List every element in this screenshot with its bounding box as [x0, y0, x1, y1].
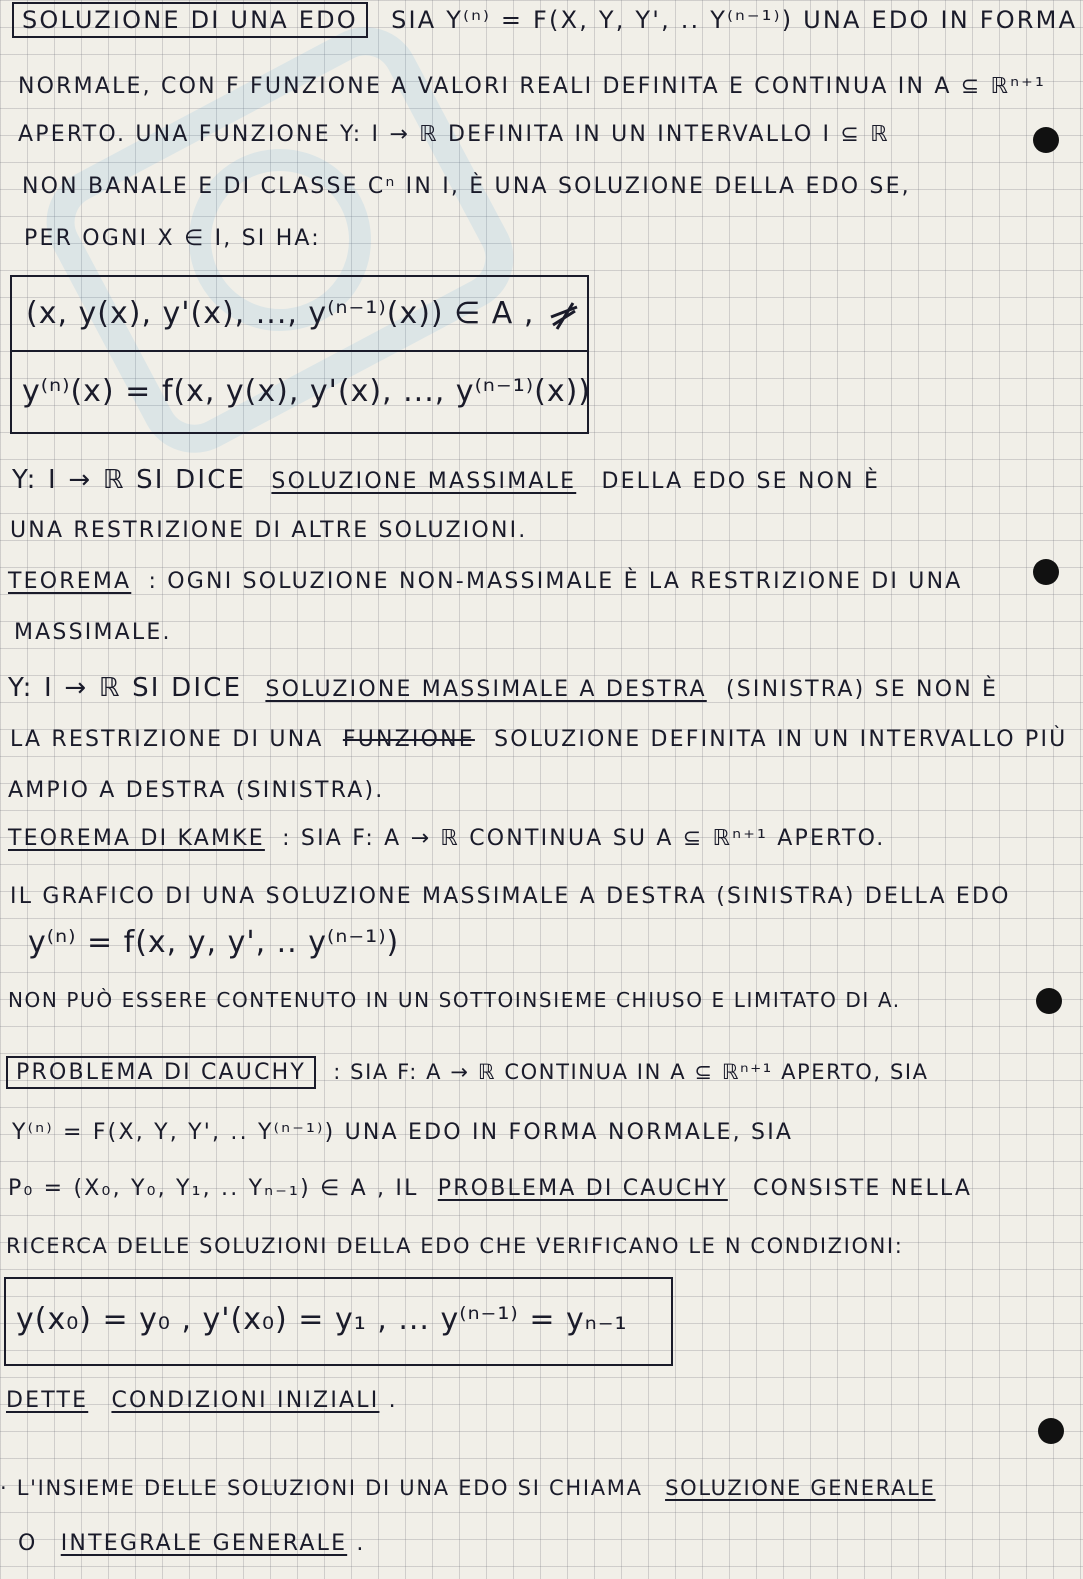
- term-initial-conditions: CONDIZIONI INIZIALI: [111, 1388, 380, 1413]
- theorem1-line1: [8, 571, 963, 593]
- section3-lead: Y: I → ℝ SI DICE: [8, 673, 243, 703]
- cauchy-line2: Y⁽ⁿ⁾ = F(X, Y, Y', .. Y⁽ⁿ⁻¹⁾) UNA EDO IN FORMA NORMALE, SIA: [12, 1120, 794, 1145]
- section3-line2-a: LA RESTRIZIONE DI UNA: [10, 727, 324, 752]
- cauchy-line3-tail: CONSISTE NELLA: [753, 1176, 973, 1201]
- section2-tail: DELLA EDO SE NON È: [601, 469, 881, 494]
- section1-title: SOLUZIONE DI UNA EDO: [12, 2, 368, 38]
- theorem-statement: : OGNI SOLUZIONE NON-MASSIMALE È LA RESTRIZIONE DI UNA: [148, 569, 963, 594]
- box-row-domain: (x, y(x), y'(x), ..., y⁽ⁿ⁻¹⁾(x)) ∈ A ,: [26, 296, 535, 331]
- cauchy-line1: [6, 1062, 929, 1084]
- section1-line1: [12, 8, 1077, 33]
- kamke-equation: y⁽ⁿ⁾ = f(x, y, y', .. y⁽ⁿ⁻¹⁾): [28, 925, 400, 960]
- theorem-label: TEOREMA: [8, 569, 132, 594]
- theorem1-line2: MASSIMALE.: [14, 620, 172, 645]
- initial-conditions-box: [4, 1277, 673, 1366]
- cauchy-point: P₀ = (X₀, Y₀, Y₁, .. Yₙ₋₁) ∈ A , IL: [8, 1176, 419, 1201]
- section2-line2: UNA RESTRIZIONE DI ALTRE SOLUZIONI.: [10, 518, 528, 543]
- section1-line2: NORMALE, CON F FUNZIONE A VALORI REALI DEFINITA E CONTINUA IN A ⊆ ℝⁿ⁺¹: [18, 74, 1047, 99]
- binder-hole-icon: [1033, 559, 1059, 585]
- cauchy-line4: RICERCA DELLE SOLUZIONI DELLA EDO CHE VERIFICANO LE N CONDIZIONI:: [6, 1234, 904, 1258]
- cauchy-line5-a: DETTE: [6, 1388, 89, 1413]
- kamke-statement: : SIA F: A → ℝ CONTINUA SU A ⊆ ℝⁿ⁺¹ APERTO.: [282, 826, 886, 851]
- kamke-line1: [8, 828, 885, 850]
- cauchy-statement: : SIA F: A → ℝ CONTINUA IN A ⊆ ℝⁿ⁺¹ APERTO, SIA: [333, 1060, 929, 1084]
- kamke-label: TEOREMA DI KAMKE: [8, 826, 265, 851]
- kamke-line4: NON PUÒ ESSERE CONTENUTO IN UN SOTTOINSIEME CHIUSO E LIMITATO DI A.: [8, 988, 901, 1012]
- box-row-equation: y⁽ⁿ⁾(x) = f(x, y(x), y'(x), ..., y⁽ⁿ⁻¹⁾(x)): [22, 374, 591, 409]
- kamke-line2: IL GRAFICO DI UNA SOLUZIONE MASSIMALE A DESTRA (SINISTRA) DELLA EDO: [10, 884, 1011, 909]
- binder-hole-icon: [1038, 1418, 1064, 1444]
- struck-word: FUNZIONE: [342, 727, 475, 752]
- section3-line3: AMPIO A DESTRA (SINISTRA).: [8, 778, 385, 803]
- cauchy-line5-period: .: [388, 1388, 398, 1413]
- term-right-maximal-solution: SOLUZIONE MASSIMALE A DESTRA: [265, 677, 707, 702]
- general-line2: [18, 1533, 366, 1555]
- general-lead: · L'INSIEME DELLE SOLUZIONI DI UNA EDO SI CHIAMA: [0, 1476, 643, 1500]
- binder-hole-icon: [1033, 127, 1059, 153]
- solution-conditions-box: [10, 275, 589, 434]
- cauchy-title: PROBLEMA DI CAUCHY: [6, 1056, 316, 1089]
- section3-line2: [10, 729, 1067, 751]
- section3-line2-b: SOLUZIONE DEFINITA IN UN INTERVALLO PIÙ: [494, 727, 1068, 752]
- term-general-integral: INTEGRALE GENERALE: [60, 1531, 348, 1556]
- term-maximal-solution: SOLUZIONE MASSIMALE: [271, 469, 577, 494]
- term-cauchy-problem: PROBLEMA DI CAUCHY: [437, 1176, 728, 1201]
- cauchy-line3: [8, 1178, 972, 1200]
- section1-line4: NON BANALE E DI CLASSE Cⁿ IN I, È UNA SOLUZIONE DELLA EDO SE,: [22, 174, 911, 199]
- section1-line3: APERTO. UNA FUNZIONE Y: I → ℝ DEFINITA IN UN INTERVALLO I ⊆ ℝ: [18, 122, 890, 147]
- section1-line5: PER OGNI X ∈ I, SI HA:: [24, 226, 321, 251]
- section1-definition-start: SIA Y⁽ⁿ⁾ = F(X, Y, Y', .. Y⁽ⁿ⁻¹⁾) UNA EDO IN FORMA: [391, 6, 1078, 34]
- star-mark-icon: [547, 299, 581, 333]
- binder-hole-icon: [1036, 988, 1062, 1014]
- section2-lead: Y: I → ℝ SI DICE: [12, 465, 247, 495]
- box-divider: [12, 350, 587, 352]
- general-line2-a: O: [18, 1531, 38, 1556]
- section2-line1: [12, 467, 880, 493]
- cauchy-line5: [6, 1390, 398, 1412]
- general-line1: [0, 1478, 936, 1499]
- section3-tail: (SINISTRA) SE NON È: [725, 677, 999, 702]
- initial-conditions: y(x₀) = y₀ , y'(x₀) = y₁ , ... y⁽ⁿ⁻¹⁾ = yₙ₋₁: [16, 1302, 628, 1337]
- term-general-solution: SOLUZIONE GENERALE: [665, 1476, 936, 1500]
- general-line2-period: .: [356, 1531, 366, 1556]
- section3-line1: [8, 675, 998, 701]
